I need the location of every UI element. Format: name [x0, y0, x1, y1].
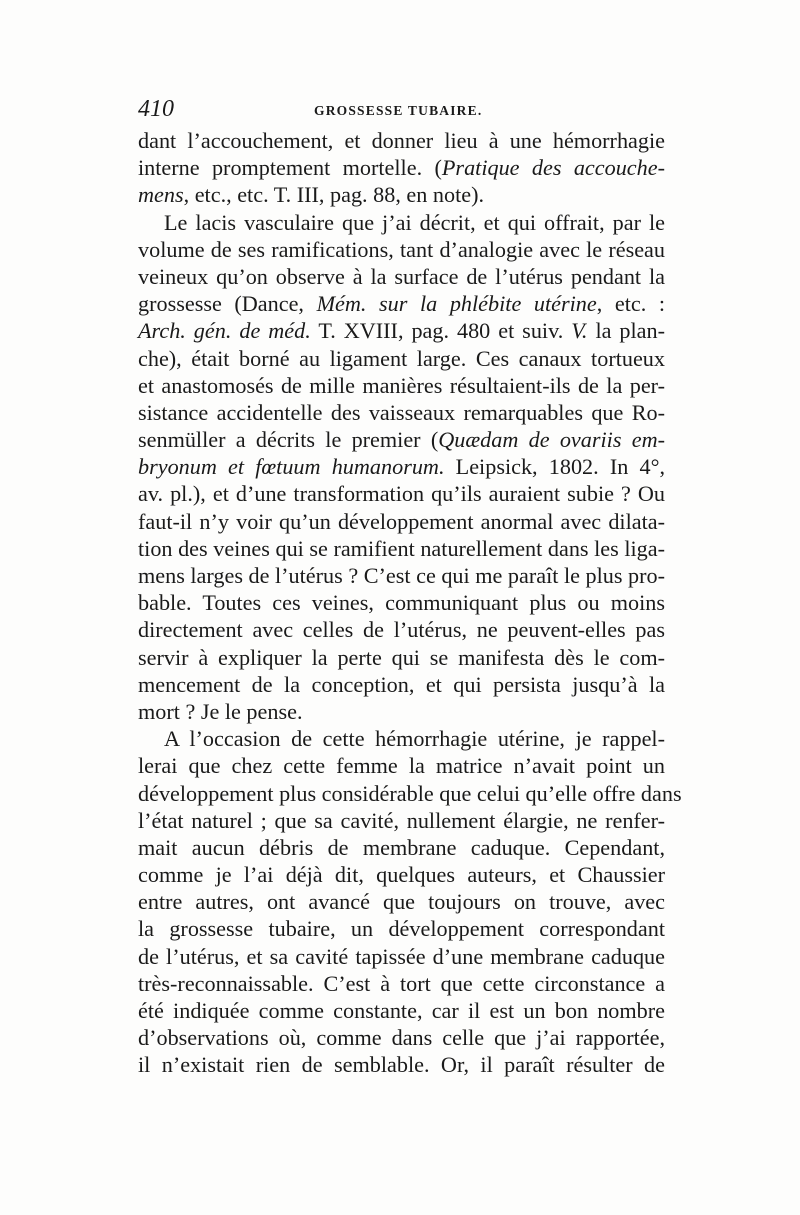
text-segment: bable. Toutes ces veines, communiquant plus ou moins — [138, 590, 665, 616]
text-segment: grossesse (Dance, — [138, 291, 317, 317]
text-line — [138, 671, 665, 698]
italic-text-segment: Quædam de ovariis em- — [438, 427, 666, 453]
text-line — [138, 1024, 665, 1051]
text-line — [138, 209, 665, 236]
text-segment: de l’utérus, et sa cavité tapissée d’une membrane caduque — [138, 943, 665, 969]
text-segment: mait aucun débris de membrane caduque. Cependant, — [138, 834, 665, 860]
running-head: GROSSESSE TUBAIRE. — [314, 103, 483, 118]
text-line — [138, 1051, 665, 1078]
text-segment: av. pl.), et d’une transformation qu’ils auraient subie ? Ou — [138, 481, 665, 507]
italic-text-segment: mens — [138, 182, 184, 208]
text-line — [138, 834, 665, 861]
text-segment: très-reconnaissable. C’est à tort que cette circonstance a — [138, 970, 665, 996]
italic-text-segment: Pratique des accouche- — [441, 155, 665, 181]
text-line — [138, 997, 665, 1024]
text-line — [138, 535, 665, 562]
text-segment: Le lacis vasculaire que j’ai décrit, et qui offrait, par le — [164, 209, 665, 235]
text-line — [138, 589, 665, 616]
text-line — [138, 861, 665, 888]
text-line — [138, 290, 665, 317]
text-segment: tion des veines qui se ramifient naturellement dans les liga- — [138, 535, 665, 561]
text-line — [138, 943, 665, 970]
text-line — [138, 508, 665, 535]
text-segment: et anastomosés de mille manières résultaient-ils de la per- — [138, 372, 665, 398]
text-line — [138, 480, 665, 507]
text-segment: mencement de la conception, et qui persista jusqu’à la — [138, 671, 665, 697]
text-segment: , etc. : — [596, 291, 665, 317]
text-segment: che), était borné au ligament large. Ces canaux tortueux — [138, 345, 665, 371]
italic-text-segment: Arch. gén. de méd. — [138, 318, 311, 344]
text-segment: , etc., etc. T. III, pag. 88, en note). — [183, 182, 485, 208]
body-text — [138, 127, 682, 1079]
text-line — [138, 725, 665, 752]
text-segment: mort ? Je le pense. — [138, 698, 303, 724]
text-line — [138, 888, 665, 915]
text-segment: T. XVIII, pag. 480 et suiv. — [310, 318, 572, 344]
text-segment: senmüller a décrits le premier ( — [138, 427, 439, 453]
text-line — [138, 616, 665, 643]
text-segment: il n’existait rien de semblable. Or, il paraît résulter de — [138, 1052, 665, 1078]
italic-text-segment: Mém. sur la phlébite utérine — [316, 291, 597, 317]
text-segment: la plan- — [587, 318, 665, 344]
text-line — [138, 127, 665, 154]
text-line — [138, 698, 665, 725]
text-line — [138, 644, 665, 671]
text-line — [138, 807, 665, 834]
text-segment: d’observations où, comme dans celle que j’ai rapportée, — [138, 1025, 665, 1051]
text-segment: comme je l’ai déjà dit, quelques auteurs, et Chaussier — [138, 862, 665, 888]
text-line — [138, 236, 665, 263]
text-line — [138, 372, 665, 399]
text-line — [138, 970, 665, 997]
text-segment: directement avec celles de l’utérus, ne peuvent-elles pas — [138, 617, 665, 643]
text-line — [138, 399, 665, 426]
text-line — [138, 780, 682, 807]
text-line — [138, 345, 665, 372]
text-segment: interne promptement mortelle. ( — [138, 155, 442, 181]
text-line — [138, 915, 665, 942]
page-number: 410 — [138, 96, 174, 122]
text-line — [138, 317, 665, 344]
text-line — [138, 453, 665, 480]
text-segment: la grossesse tubaire, un développement correspondant — [138, 916, 665, 942]
text-line — [138, 562, 665, 589]
text-line — [138, 752, 665, 779]
text-segment: servir à expliquer la perte qui se manifesta dès le com- — [138, 644, 665, 670]
text-segment: l’état naturel ; que sa cavité, nullement élargie, ne renfer- — [138, 807, 665, 833]
text-segment: A l’occasion de cette hémorrhagie utérine, je rappel- — [164, 726, 665, 752]
italic-text-segment: bryonum et fœtuum humanorum. — [138, 454, 445, 480]
text-line — [138, 263, 665, 290]
text-line — [138, 426, 665, 453]
text-segment: développement plus considérable que celui qu’elle offre dans — [138, 780, 682, 806]
page-header — [138, 96, 665, 124]
text-segment: dant l’accouchement, et donner lieu à une hémorrhagie — [138, 128, 665, 153]
text-line — [138, 181, 665, 208]
text-segment: faut-il n’y voir qu’un développement anormal avec dilata- — [138, 508, 665, 534]
text-segment: lerai que chez cette femme la matrice n’avait point un — [138, 753, 665, 779]
text-segment: veineux qu’on observe à la surface de l’utérus pendant la — [138, 263, 665, 289]
text-segment: sistance accidentelle des vaisseaux remarquables que Ro- — [138, 399, 665, 425]
text-segment: mens larges de l’utérus ? C’est ce qui me paraît le plus pro- — [138, 563, 665, 588]
text-line — [138, 154, 665, 181]
text-segment: volume de ses ramifications, tant d’analogie avec le réseau — [138, 236, 665, 262]
text-segment: Leipsick, 1802. In 4°, — [444, 454, 665, 480]
text-segment: été indiquée comme constante, car il est un bon nombre — [138, 998, 665, 1023]
text-segment: entre autres, ont avancé que toujours on trouve, avec — [138, 889, 665, 915]
italic-text-segment: V. — [571, 318, 588, 344]
